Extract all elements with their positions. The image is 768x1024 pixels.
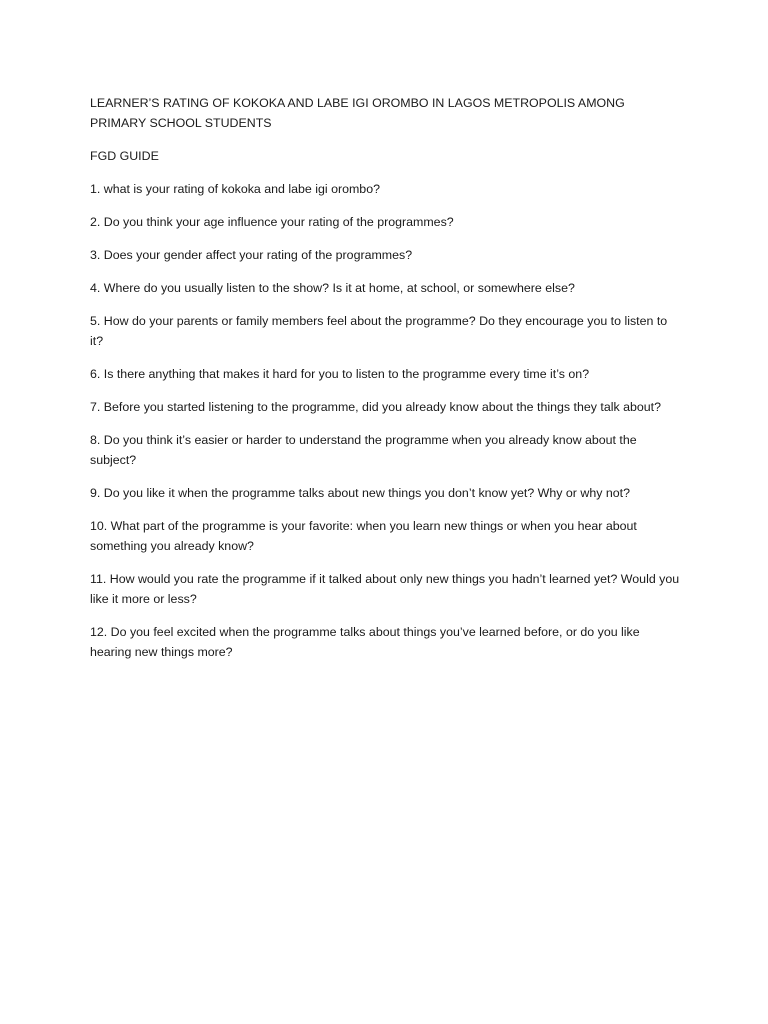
document-body [90, 93, 680, 675]
question-item: 5. How do your parents or family members feel about the programme? Do they encourage you to listen to it? [90, 314, 668, 348]
question-item: 12. Do you feel excited when the programme talks about things you’ve learned before, or do you like hearing new things more? [90, 625, 640, 659]
question-item: 3. Does your gender affect your rating of the programmes? [90, 248, 413, 262]
question-item: 8. Do you think it’s easier or harder to understand the programme when you already know about the subject? [90, 433, 637, 467]
question-item: 11. How would you rate the programme if it talked about only new things you hadn’t learned yet? Would you like it more or less? [90, 572, 680, 606]
question-item: 9. Do you like it when the programme talks about new things you don’t know yet? Why or why not? [90, 486, 630, 500]
question-list [90, 179, 680, 662]
question-item: 4. Where do you usually listen to the show? Is it at home, at school, or somewhere else? [90, 281, 575, 295]
question-item: 10. What part of the programme is your favorite: when you learn new things or when you hear about something you already know? [90, 519, 637, 553]
document-subtitle: FGD GUIDE [90, 149, 159, 163]
document-title: LEARNER’S RATING OF KOKOKA AND LABE IGI OROMBO IN LAGOS METROPOLIS AMONG PRIMARY SCHOOL STUDENTS [90, 96, 625, 130]
question-item: 2. Do you think your age influence your rating of the programmes? [90, 215, 454, 229]
question-item: 6. Is there anything that makes it hard for you to listen to the programme every time it’s on? [90, 367, 590, 381]
question-item: 1. what is your rating of kokoka and labe igi orombo? [90, 182, 380, 196]
question-item: 7. Before you started listening to the programme, did you already know about the things they talk about? [90, 400, 662, 414]
